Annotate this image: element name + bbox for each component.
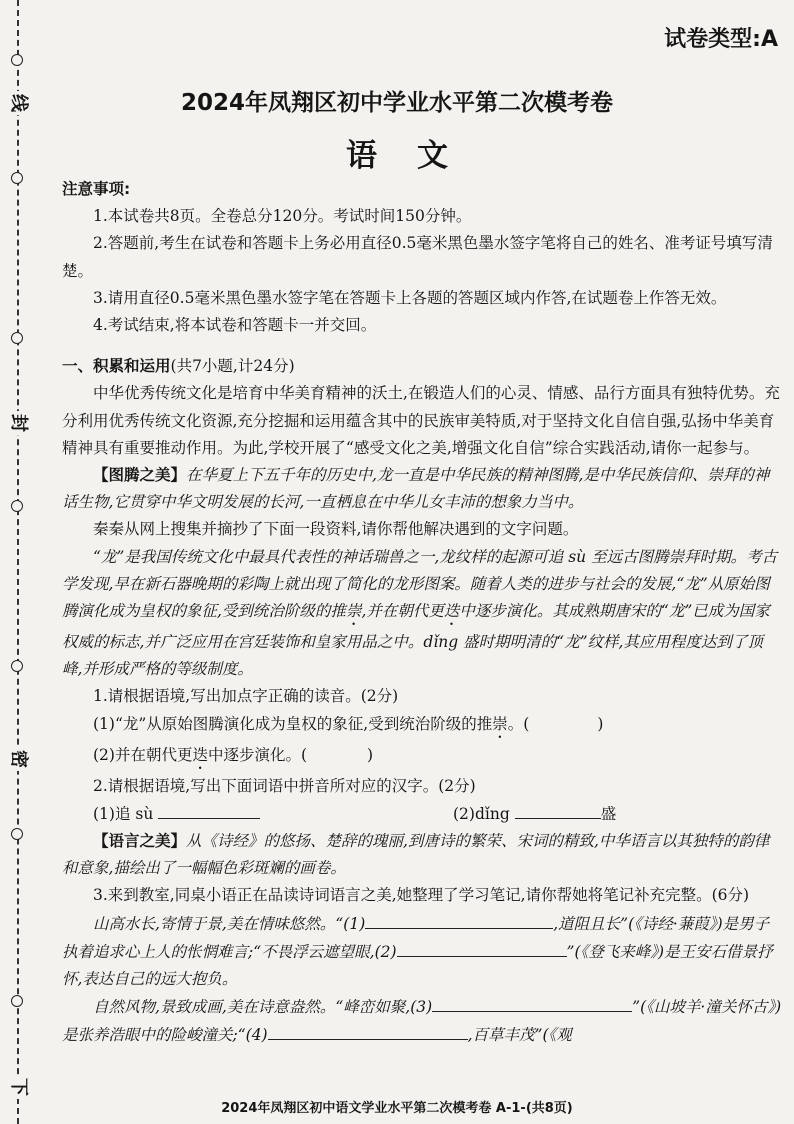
paper-type-label: 试卷类型:A	[664, 27, 778, 52]
material-text: “龙”是我国传统文化中最具代表性的神话瑞兽之一,龙纹样的起源可追 sù 至远古图腾崇拜时期。考古学发现,早在新石器晚期的彩陶上就出现了简化的龙形图案。随着人类的进步与社会的发展,“龙”从原始图腾演化成为皇权的象征,受到统治阶级的推	[62, 547, 778, 621]
question-text: (1)“龙”从原始图腾演化成为皇权的象征,受到统治阶级的推	[93, 714, 493, 733]
answer-blank[interactable]	[158, 800, 260, 819]
binding-circle	[11, 500, 23, 512]
question-text: (2)并在朝代更	[93, 745, 193, 764]
binding-char-xia: 下	[7, 1075, 29, 1099]
notice-item: 4.考试结束,将本试卷和答题卡一并交回。	[93, 316, 377, 335]
section-score-note: (共7小题,计24分)	[170, 357, 295, 376]
binding-char-mi: 密	[7, 747, 29, 771]
answer-blank[interactable]	[268, 1021, 468, 1040]
question-text: )	[367, 745, 374, 764]
notice-item: 1.本试卷共8页。全卷总分120分。考试时间150分钟。	[93, 207, 472, 226]
question-1a	[62, 711, 782, 742]
binding-char-feng: 封	[7, 411, 29, 435]
language-label: 【语言之美】	[93, 832, 187, 851]
binding-circle	[11, 995, 23, 1007]
question-text: ,百草丰茂”(《观	[467, 1026, 572, 1045]
section-heading	[62, 353, 782, 380]
binding-char-xian: 线	[7, 91, 29, 115]
question-text: ”(《山坡羊·潼关怀古》)是张养浩眼中的险峻潼关;“(4)	[62, 998, 782, 1045]
binding-circle	[11, 828, 23, 840]
material-dotted-char: 崇	[345, 602, 362, 621]
binding-circle	[11, 332, 23, 344]
language-paragraph	[62, 828, 782, 882]
question-2b-suffix: 盛	[600, 804, 617, 823]
question-3-paragraph-2	[62, 993, 782, 1049]
section-title: 一、积累和运用	[62, 357, 171, 376]
totem-paragraph	[62, 462, 782, 516]
page-content	[62, 176, 782, 1050]
answer-blank[interactable]	[397, 938, 567, 957]
material-text: 中逐步演化。其成熟期唐宋的“龙”已成为国家权威的标志,并广泛应用在宫廷装饰和皇家用品之中。dǐng 盛时期明清的“龙”纹样,其应用程度达到了顶峰,并形成严格的等级制度。	[62, 602, 770, 679]
material-text: ,并在朝代更	[361, 602, 444, 621]
question-dotted-char: 崇	[492, 714, 508, 733]
totem-label: 【图腾之美】	[93, 466, 187, 485]
question-2-stem: 2.请根据语境,写出下面词语中拼音所对应的汉字。(2分)	[93, 776, 476, 795]
question-text: 中逐步演化。(	[207, 745, 308, 764]
subject-title: 语文	[346, 138, 488, 174]
question-text: )	[597, 714, 604, 733]
question-text: 。(	[507, 714, 530, 733]
question-text: 山高水长,寄情于景,美在情味悠然。“(1)	[93, 914, 366, 933]
language-text: 从《诗经》的悠扬、楚辞的瑰丽,到唐诗的繁荣、宋词的精致,中华语言以其独特的韵律和意象,描绘出了一幅幅色彩斑斓的画卷。	[62, 832, 770, 878]
question-3-stem: 3.来到教室,同桌小语正在品读诗词语言之美,她整理了学习笔记,请你帮她将笔记补充完整。(6分)	[93, 886, 750, 905]
notice-item: 2.答题前,考生在试卷和答题卡上务必用直径0.5毫米黑色墨水签字笔将自己的姓名、准考证号填写清楚。	[62, 234, 773, 280]
material-dotted-char: 迭	[443, 602, 460, 621]
page-footer: 2024年凤翔区初中语文学业水平第二次模考卷 A-1-(共8页)	[221, 1101, 573, 1116]
question-2b-label: (2)dǐng	[453, 804, 510, 823]
answer-blank[interactable]	[365, 910, 553, 929]
material-paragraph	[62, 544, 782, 684]
question-1-stem: 1.请根据语境,写出加点字正确的读音。(2分)	[93, 687, 399, 706]
binding-circle	[11, 660, 23, 672]
answer-blank[interactable]	[515, 800, 601, 819]
notice-heading: 注意事项:	[62, 180, 131, 198]
answer-blank[interactable]	[432, 993, 632, 1012]
task-intro: 秦秦从网上搜集并摘抄了下面一段资料,请你帮他解决遇到的文字问题。	[93, 520, 579, 539]
question-text: ,道阻且长”(《诗经·蒹葭》)是男子执着追求心上人的怅惘难言;“不畏浮云遮望眼,(2)	[62, 914, 770, 961]
question-text: (《登飞来峰》)是王安石借景抒怀,表达自己的远大抱负。	[62, 942, 773, 989]
question-2a-label: (1)追 sù	[93, 804, 154, 823]
notice-item: 3.请用直径0.5毫米黑色墨水签字笔在答题卡上各题的答题区域内作答,在试题卷上作答无效。	[93, 288, 727, 307]
exam-title: 2024年凤翔区初中学业水平第二次模考卷	[180, 90, 613, 116]
question-text: ”	[566, 942, 575, 961]
binding-circle	[11, 54, 23, 66]
question-text: 自然风物,景致成画,美在诗意盎然。“峰峦如聚,(3)	[93, 998, 433, 1017]
totem-text: 在华夏上下五千年的历史中,龙一直是中华民族的精神图腾,是中华民族信仰、崇拜的神话生物,它贯穿中华文明发展的长河,一直栖息在中华儿女丰沛的想象力当中。	[62, 466, 770, 512]
question-2-row	[62, 800, 782, 828]
section-intro: 中华优秀传统文化是培育中华美育精神的沃土,在锻造人们的心灵、情感、品行方面具有独特优势。充分利用优秀传统文化资源,充分挖掘和运用蕴含其中的民族审美特质,对于坚持文化自信自强,弘扬中华美育精神具有重要推动作用。为此,学校开展了“感受文化之美,增强文化自信”综合实践活动,请你一起参与。	[62, 384, 780, 457]
question-3-paragraph-1	[62, 910, 782, 994]
question-1b	[62, 742, 782, 773]
question-dotted-char: 迭	[192, 745, 208, 764]
